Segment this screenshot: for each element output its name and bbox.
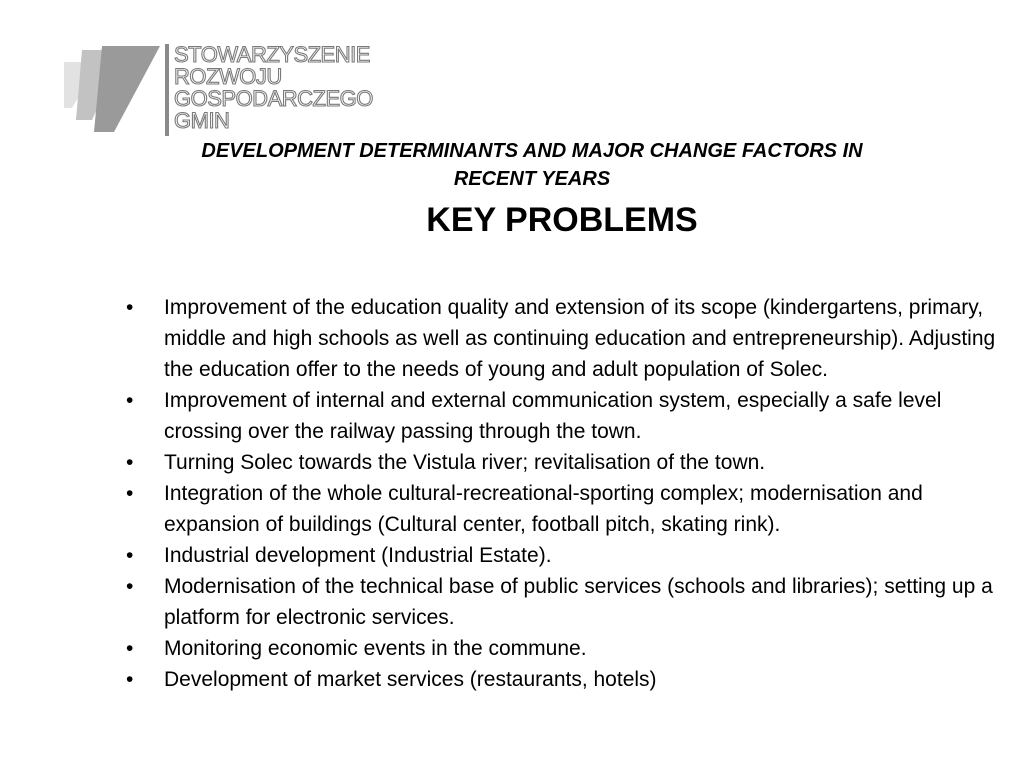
list-item: • Improvement of the education quality and extension of its scope (kindergartens, primary, middle and high schools as well as continuing education and entrepreneurship). Adjusting the education offer to the needs of young and adult population of Solec. (120, 292, 1000, 385)
association-logo (64, 40, 404, 140)
list-item: • Industrial development (Industrial Estate). (120, 540, 1000, 571)
page-title: KEY PROBLEMS (426, 201, 698, 239)
logo-divider (165, 44, 169, 136)
heading-line-2: RECENT YEARS (453, 168, 611, 190)
list-item: • Modernisation of the technical base of public services (schools and libraries); setting up a platform for electronic services. (120, 571, 1000, 633)
list-item: • Development of market services (restaurants, hotels) (120, 664, 1000, 695)
heading-line-1: DEVELOPMENT DETERMINANTS AND MAJOR CHANGE FACTORS IN (201, 140, 863, 162)
logo-line: ROZWOJU (174, 64, 282, 89)
logo-wordmark (174, 44, 373, 132)
logo-emblem-icon (64, 40, 164, 140)
logo-line: GOSPODARCZEGO (174, 86, 373, 111)
slide-heading (100, 137, 964, 193)
list-item: • Turning Solec towards the Vistula river; revitalisation of the town. (120, 447, 1000, 478)
list-item: • Monitoring economic events in the commune. (120, 633, 1000, 664)
logo-line: STOWARZYSZENIE (174, 42, 370, 67)
logo-line: GMIN (174, 108, 230, 133)
problem-list (120, 292, 1000, 695)
list-item: • Integration of the whole cultural-recreational-sporting complex; modernisation and expansion of buildings (Cultural center, football pitch, skating rink). (120, 478, 1000, 540)
list-item: • Improvement of internal and external communication system, especially a safe level crossing over the railway passing through the town. (120, 385, 1000, 447)
